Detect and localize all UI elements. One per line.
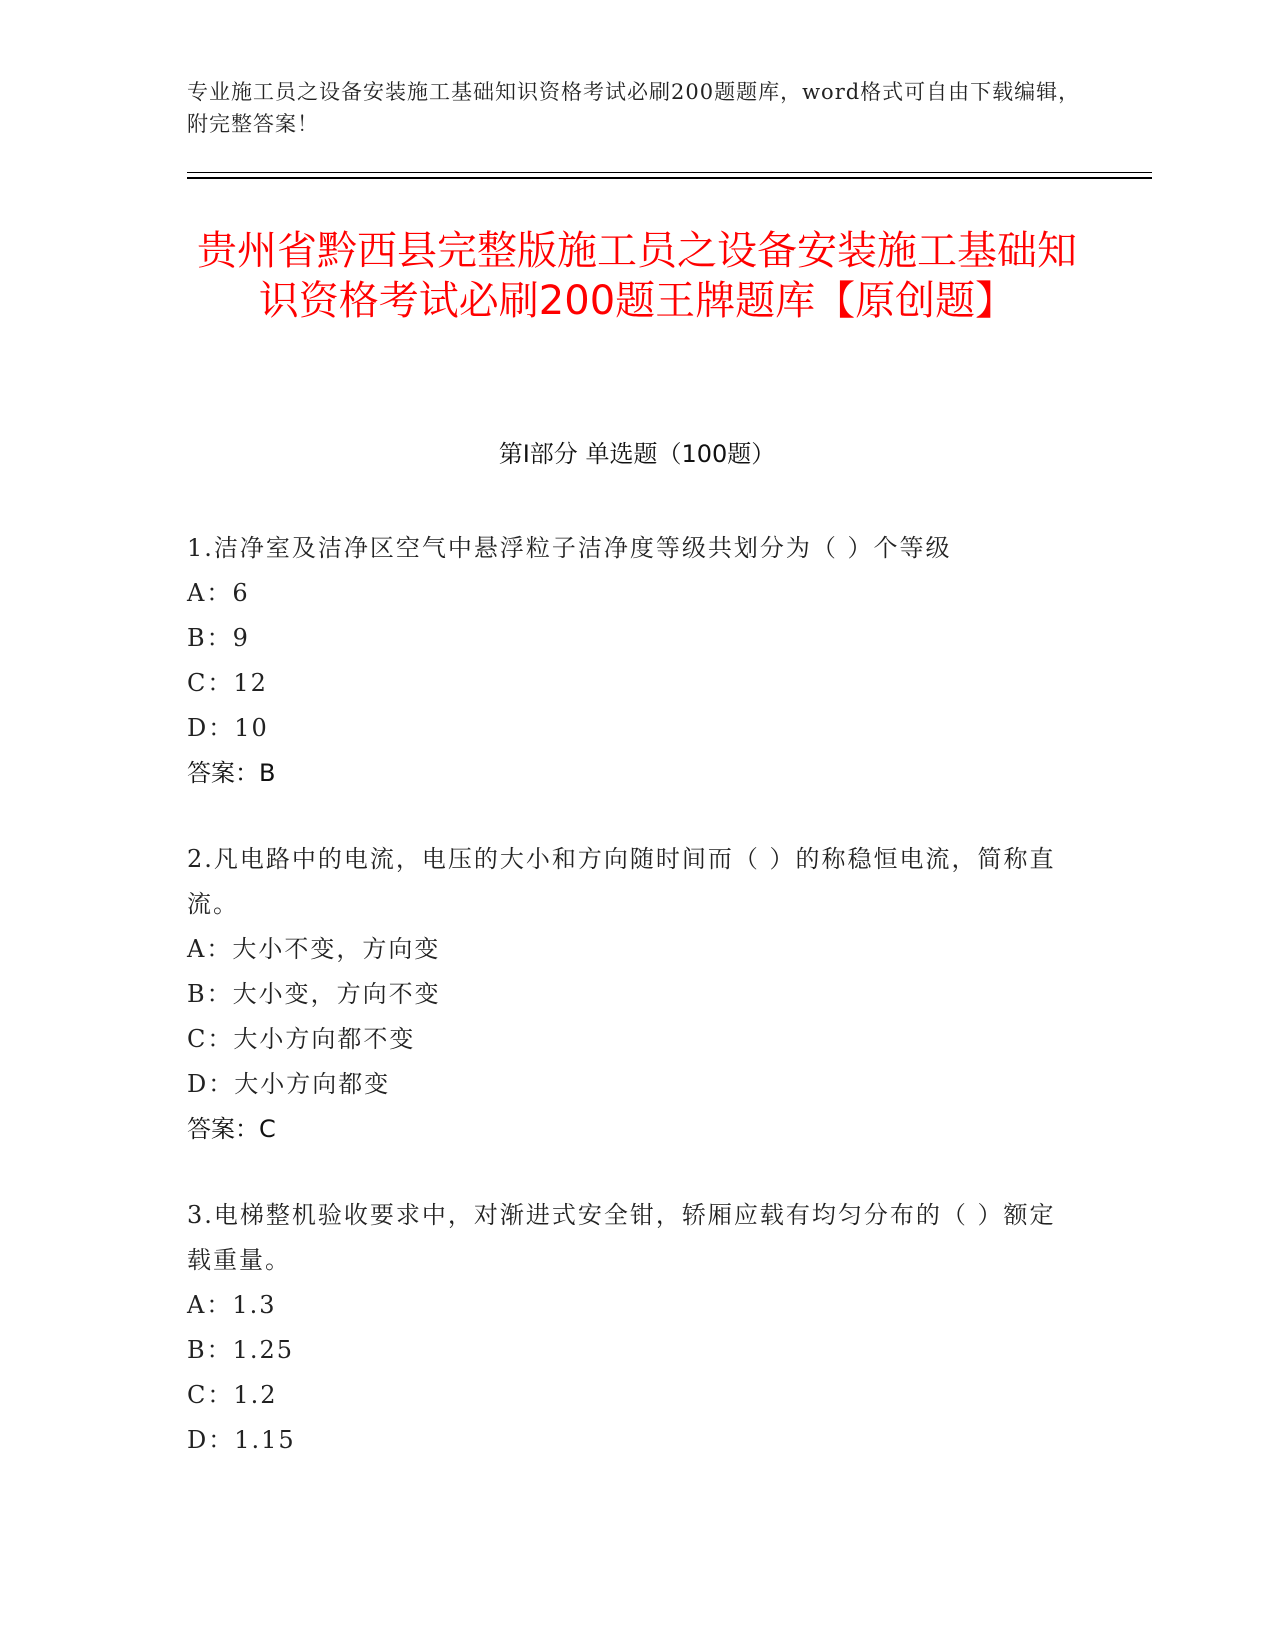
question-stem: 3.电梯整机验收要求中，对渐进式安全钳，轿厢应载有均匀分布的（ ）额定载重量。 xyxy=(187,1201,1056,1274)
question-item xyxy=(187,1193,1057,1463)
question-list xyxy=(187,526,1057,1504)
option-d: D：大小方向都变 xyxy=(187,1070,391,1098)
option-a: A：大小不变，方向变 xyxy=(187,935,441,963)
header-divider-thin xyxy=(187,172,1152,173)
header-divider-thick xyxy=(187,177,1152,179)
option-c: C：12 xyxy=(187,669,268,697)
answer-line: 答案：B xyxy=(187,759,276,787)
option-c: C：1.2 xyxy=(187,1381,278,1409)
option-b: B：9 xyxy=(187,624,250,652)
option-b: B：1.25 xyxy=(187,1336,295,1364)
question-stem: 1.洁净室及洁净区空气中悬浮粒子洁净度等级共划分为（ ）个等级 xyxy=(187,534,952,562)
option-d: D：1.15 xyxy=(187,1426,296,1454)
answer-line: 答案：C xyxy=(187,1115,276,1143)
header-note: 专业施工员之设备安装施工基础知识资格考试必刷200题题库，word格式可自由下载编辑，附完整答案！ xyxy=(187,80,1081,136)
option-b: B：大小变，方向不变 xyxy=(187,980,441,1008)
option-a: A：1.3 xyxy=(187,1291,277,1319)
question-item xyxy=(187,837,1057,1152)
question-item xyxy=(187,526,1057,796)
question-stem: 2.凡电路中的电流，电压的大小和方向随时间而（ ）的称稳恒电流，简称直流。 xyxy=(187,845,1056,918)
option-a: A：6 xyxy=(187,579,250,607)
option-d: D：10 xyxy=(187,714,269,742)
section-heading: 第Ⅰ部分 单选题（100题） xyxy=(498,440,776,468)
option-c: C：大小方向都不变 xyxy=(187,1025,416,1053)
document-title: 贵州省黔西县完整版施工员之设备安装施工基础知识资格考试必刷200题王牌题库【原创题】 xyxy=(197,228,1077,324)
